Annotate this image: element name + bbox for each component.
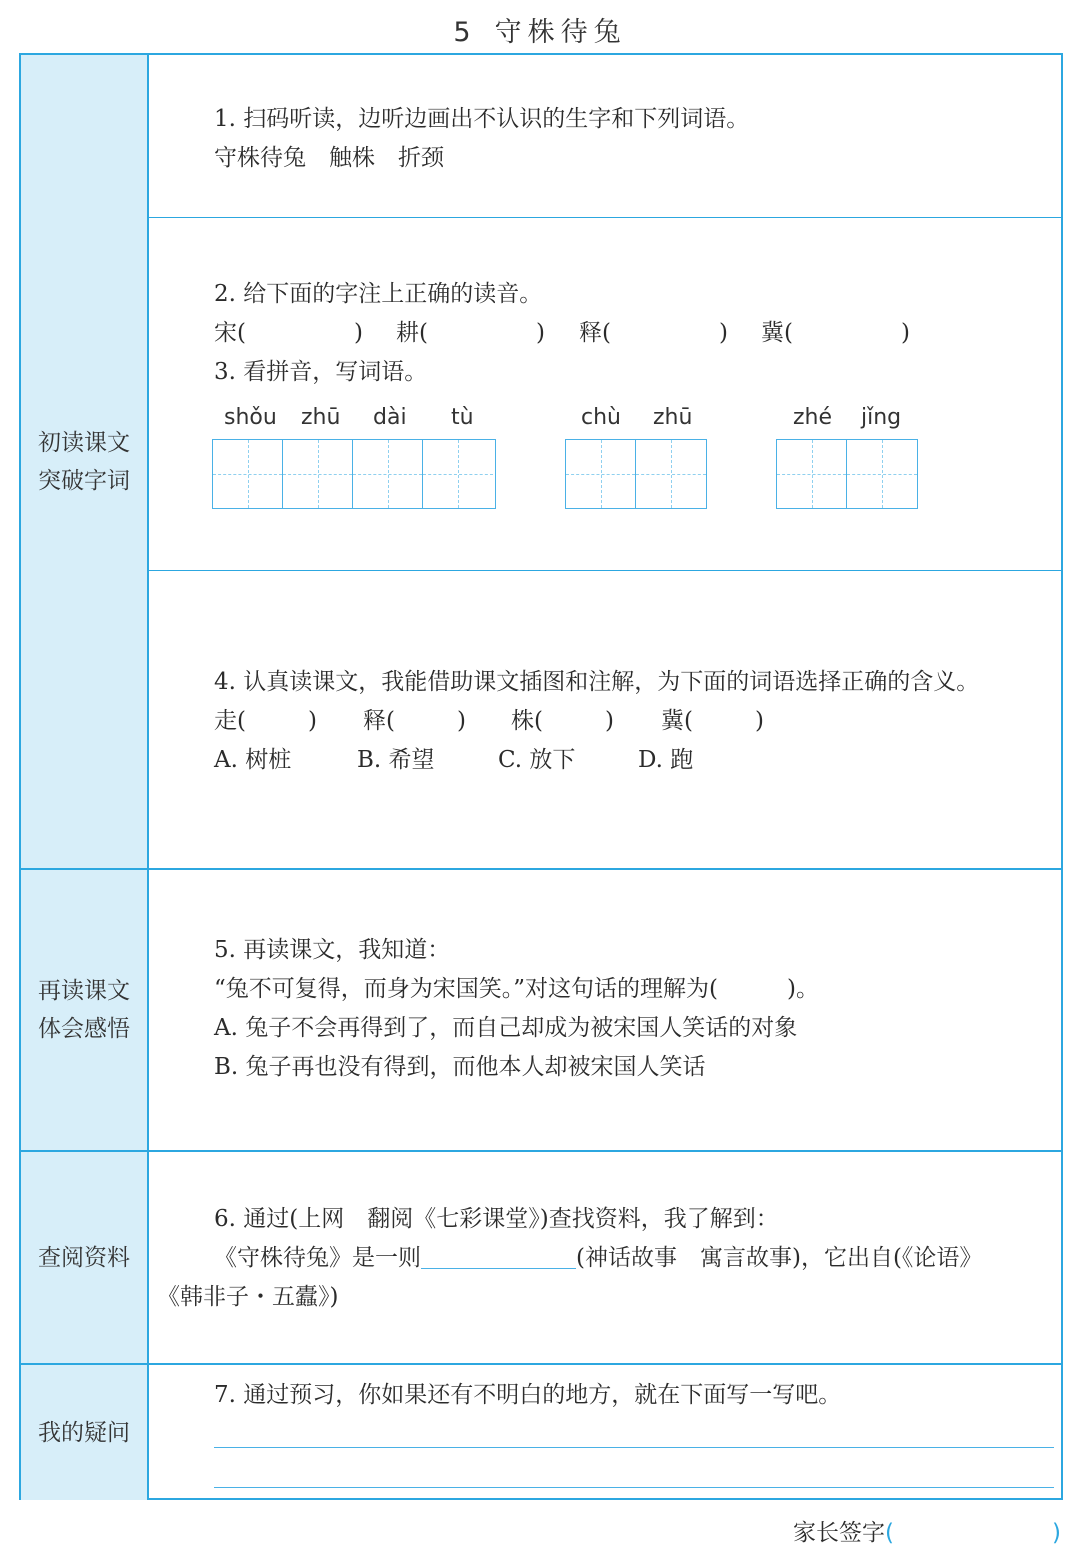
section-label-line: 初读课文: [38, 429, 130, 456]
q6-text: 《守株待兔》是一则: [214, 1245, 421, 1271]
lesson-title: [0, 10, 1080, 49]
q2-char: 释(: [579, 320, 611, 346]
q2-item-song: [214, 314, 363, 353]
signature-close-paren: ): [1051, 1520, 1061, 1546]
pinyin: shǒu: [224, 405, 277, 430]
q4-item-ji: [661, 702, 764, 741]
section-label-cell: [21, 55, 149, 868]
worksheet-frame: [19, 53, 1063, 1500]
q2-char: 宋(: [214, 320, 246, 346]
answer-blank[interactable]: [421, 1242, 576, 1269]
section-label-cell: [21, 870, 149, 1150]
q2-item-shi: [579, 314, 728, 353]
q2-item-ji: [761, 314, 910, 353]
q1-words: 守株待兔 触株 折颈: [214, 145, 444, 171]
q4-option: D. 跑: [638, 747, 694, 773]
q6-prompt: 6. 通过(上网 翻阅《七彩课堂》)查找资料，我了解到：: [214, 1206, 779, 1232]
section-first-reading: [21, 55, 1061, 868]
q5-option-a: A. 兔子不会再得到了，而自己却成为被宋国人笑话的对象: [214, 1015, 798, 1041]
grid-cell[interactable]: [636, 440, 706, 508]
grid-cell[interactable]: [213, 440, 283, 508]
q2-char: 冀(: [761, 320, 793, 346]
q6-text: (神话故事 寓言故事)，它出自(《论语》: [576, 1245, 983, 1271]
q4-char: 冀(: [661, 708, 693, 734]
pinyin: tù: [451, 405, 474, 430]
q5-prompt: 5. 再读课文，我知道：: [214, 937, 451, 963]
q4-prompt: 4. 认真读课文，我能借助课文插图和注解，为下面的词语选择正确的含义。: [214, 669, 980, 695]
q4-option: A. 树桩: [214, 747, 292, 773]
section-label: [38, 424, 130, 500]
q2-paren: ): [900, 320, 910, 346]
grid-cell[interactable]: [353, 440, 423, 508]
grid-cell[interactable]: [566, 440, 636, 508]
pinyin: zhū: [653, 405, 693, 430]
parent-signature-label: 家长签字: [793, 1520, 885, 1546]
section-label-cell: [21, 1365, 149, 1500]
writing-grid-chuzhu[interactable]: [565, 439, 707, 509]
q4-paren: ): [604, 708, 614, 734]
section-label: [38, 972, 130, 1048]
section-label-cell: [21, 1152, 149, 1363]
q3-prompt: 3. 看拼音，写词语。: [214, 359, 428, 385]
pinyin: chù: [581, 405, 621, 430]
q4-item-shi: [363, 702, 466, 741]
grid-cell[interactable]: [847, 440, 917, 508]
divider: [147, 570, 1061, 571]
answer-line[interactable]: [214, 1487, 1054, 1488]
grid-cell[interactable]: [283, 440, 353, 508]
q4-paren: ): [456, 708, 466, 734]
q4-option: B. 希望: [357, 747, 435, 773]
pinyin: dài: [373, 405, 407, 430]
q2-char: 耕(: [396, 320, 428, 346]
q5-sentence: “兔不可复得，而身为宋国笑。”对这句话的理解为( )。: [214, 976, 819, 1002]
pinyin: zhū: [301, 405, 341, 430]
q2-item-geng: [396, 314, 545, 353]
section-label-line: 体会感悟: [38, 1016, 130, 1042]
section-label: 查阅资料: [38, 1244, 130, 1271]
lesson-title-text: 守株待兔: [494, 17, 627, 48]
q4-char: 株(: [511, 708, 543, 734]
section-research: [21, 1152, 1061, 1363]
signature-open-paren: (: [885, 1520, 894, 1546]
q4-item-zou: [214, 702, 317, 741]
parent-signature: [793, 1514, 1061, 1547]
writing-grid-shouzhudaitu[interactable]: [212, 439, 496, 509]
q1-prompt: 1. 扫码听读，边听边画出不认识的生字和下列词语。: [214, 106, 750, 132]
section-label-line: 再读课文: [38, 978, 130, 1004]
section-second-reading: [21, 870, 1061, 1150]
q4-char: 释(: [363, 708, 395, 734]
q4-paren: ): [754, 708, 764, 734]
q2-paren: ): [718, 320, 728, 346]
pinyin: zhé: [793, 405, 833, 430]
q5-option-b: B. 兔子再也没有得到，而他本人却被宋国人笑话: [214, 1054, 706, 1080]
q4-char: 走(: [214, 708, 246, 734]
q7-prompt: 7. 通过预习，你如果还有不明白的地方，就在下面写一写吧。: [214, 1382, 842, 1408]
pinyin: jǐng: [861, 405, 902, 430]
grid-cell[interactable]: [777, 440, 847, 508]
section-label: 我的疑问: [38, 1419, 130, 1446]
grid-cell[interactable]: [423, 440, 493, 508]
q2-prompt: 2. 给下面的字注上正确的读音。: [214, 281, 543, 307]
q6-line2: 《韩非子・五蠹》): [157, 1284, 339, 1310]
section-label-line: 突破字词: [38, 467, 130, 494]
q6-line1: [214, 1239, 982, 1278]
writing-grid-zhejing[interactable]: [776, 439, 918, 509]
q4-option: C. 放下: [498, 747, 576, 773]
divider: [147, 217, 1061, 218]
q2-paren: ): [535, 320, 545, 346]
q2-paren: ): [353, 320, 363, 346]
lesson-number: 5: [453, 17, 477, 48]
answer-line[interactable]: [214, 1447, 1054, 1448]
q4-item-zhu: [511, 702, 614, 741]
q4-paren: ): [307, 708, 317, 734]
section-questions: [21, 1365, 1061, 1500]
